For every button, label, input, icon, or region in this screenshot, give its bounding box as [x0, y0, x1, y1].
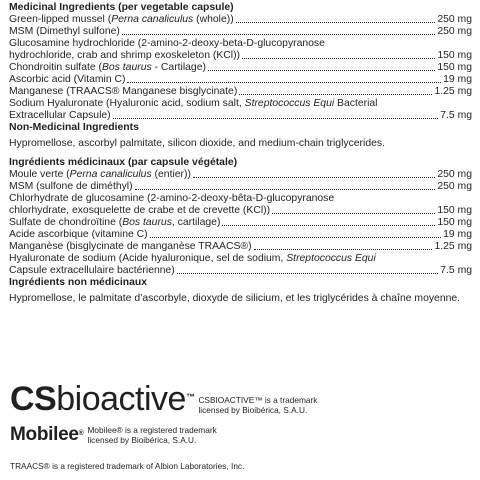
ingredient-row [9, 86, 472, 98]
french-non-medicinal-ingredients-text: Hypromellose, le palmitate d’ascorbyle, dioxyde de silicium, et les triglycérides à chaîne moyenne. [9, 293, 461, 304]
english-ingredient-list [9, 14, 472, 122]
english-section [9, 2, 472, 150]
ingredient-amount: 7.5 mg [440, 265, 472, 276]
ingredient-amount: 250 mg [437, 26, 472, 37]
dot-leader [150, 237, 442, 238]
ingredient-name: Green-lipped mussel (Perna canaliculus (whole)) [9, 14, 234, 25]
french-section [9, 157, 472, 305]
ingredient-name: Manganese (TRAACS® Manganese bisglycinate) [9, 86, 238, 97]
ingredient-row [9, 265, 472, 277]
ingredient-row [9, 217, 472, 229]
ingredient-name: hydrochloride, crab and shrimp exoskeleton (KCl)) [9, 50, 241, 61]
ingredient-row [9, 110, 472, 122]
trademark-block [10, 382, 470, 446]
ingredient-row [9, 229, 472, 241]
ingredient-row [9, 74, 472, 86]
non-medicinal-ingredients-heading: Non-Medicinal Ingredients [9, 122, 139, 133]
dot-leader [113, 118, 439, 119]
csbioactive-logo: CSbioactive™ [10, 380, 195, 418]
ingredient-name: Acide ascorbique (vitamine C) [9, 229, 148, 240]
ingredient-amount: 150 mg [437, 217, 472, 228]
french-medicinal-ingredients-heading: Ingrédients médicinaux (par capsule végétale) [9, 157, 238, 168]
ingredient-amount: 19 mg [443, 229, 472, 240]
ingredient-row [9, 169, 472, 181]
csbioactive-trademark-note: CSBIOACTIVE™ is a trademark licensed by Bioibérica, S.A.U. [198, 395, 318, 415]
ingredient-name: Sulfate de chondroïtine (Bos taurus, cartilage) [9, 217, 221, 228]
ingredient-amount: 250 mg [437, 181, 472, 192]
dot-leader [236, 22, 436, 23]
ingredient-amount: 19 mg [443, 74, 472, 85]
ingredient-line: Sodium Hyaluronate (Hyaluronic acid, sodium salt, Streptococcus Equi Bacterial [9, 98, 378, 109]
ingredient-line: Chlorhydrate de glucosamine (2-amino-2-deoxy-bêta-D-glucopyranose [9, 193, 335, 204]
dot-leader [177, 273, 438, 274]
ingredient-name: Ascorbic acid (Vitamin C) [9, 74, 126, 85]
ingredient-name: chlorhydrate, exosquelette de crabe et de crevette (KCl)) [9, 205, 271, 216]
traacs-trademark-note: TRAACS® is a registered trademark of Albion Laboratories, Inc. [10, 461, 245, 471]
french-ingredient-list [9, 169, 472, 277]
french-non-medicinal-ingredients-heading: Ingrédients non médicinaux [9, 277, 147, 288]
ingredient-amount: 150 mg [437, 205, 472, 216]
ingredient-row [9, 205, 472, 217]
dot-leader [135, 189, 436, 190]
ingredient-amount: 1.25 mg [434, 86, 472, 97]
dot-leader [272, 213, 435, 214]
ingredient-row [9, 14, 472, 26]
ingredient-row [9, 26, 472, 38]
ingredient-row [9, 181, 472, 193]
ingredient-amount: 250 mg [437, 14, 472, 25]
ingredient-name: MSM (sulfone de diméthyl) [9, 181, 133, 192]
ingredient-amount: 150 mg [437, 62, 472, 73]
ingredient-line: Hyaluronate de sodium (Acide hyaluronique, sel de sodium, Streptococcus Equi [9, 253, 376, 264]
ingredient-row [9, 62, 472, 74]
dot-leader [127, 82, 441, 83]
dot-leader [208, 70, 435, 71]
medicinal-ingredients-heading: Medicinal Ingredients (per vegetable capsule) [9, 2, 234, 13]
csbioactive-brand [10, 382, 470, 416]
ingredient-name: Manganèse (bisglycinate de manganèse TRAACS®) [9, 241, 252, 252]
ingredient-name: Extracellular Capsule) [9, 110, 111, 121]
ingredient-row [9, 241, 472, 253]
ingredient-amount: 7.5 mg [440, 110, 472, 121]
ingredient-row [9, 50, 472, 62]
mobilee-brand [10, 424, 470, 446]
ingredient-name: Chondroitin sulfate (Bos taurus - Cartilage) [9, 62, 206, 73]
mobilee-trademark-note: Mobilee® is a registered trademark licensed by Bioibérica, S.A.U. [87, 425, 217, 445]
dot-leader [242, 58, 435, 59]
ingredient-amount: 1.25 mg [434, 241, 472, 252]
ingredient-name: MSM (Dimethyl sulfone) [9, 26, 120, 37]
mobilee-logo: Mobilee® [10, 424, 84, 445]
dot-leader [254, 249, 433, 250]
ingredient-amount: 150 mg [437, 50, 472, 61]
ingredient-line: Glucosamine hydrochloride (2-amino-2-deoxy-beta-D-glucopyranose [9, 38, 325, 49]
dot-leader [193, 177, 435, 178]
dot-leader [222, 225, 435, 226]
ingredient-name: Moule verte (Perna canaliculus (entier)) [9, 169, 191, 180]
ingredient-name: Capsule extracellulaire bactérienne) [9, 265, 175, 276]
non-medicinal-ingredients-text: Hypromellose, ascorbyl palmitate, silicon dioxide, and medium-chain triglycerides. [9, 138, 385, 149]
dot-leader [122, 34, 435, 35]
dot-leader [239, 94, 432, 95]
ingredient-amount: 250 mg [437, 169, 472, 180]
